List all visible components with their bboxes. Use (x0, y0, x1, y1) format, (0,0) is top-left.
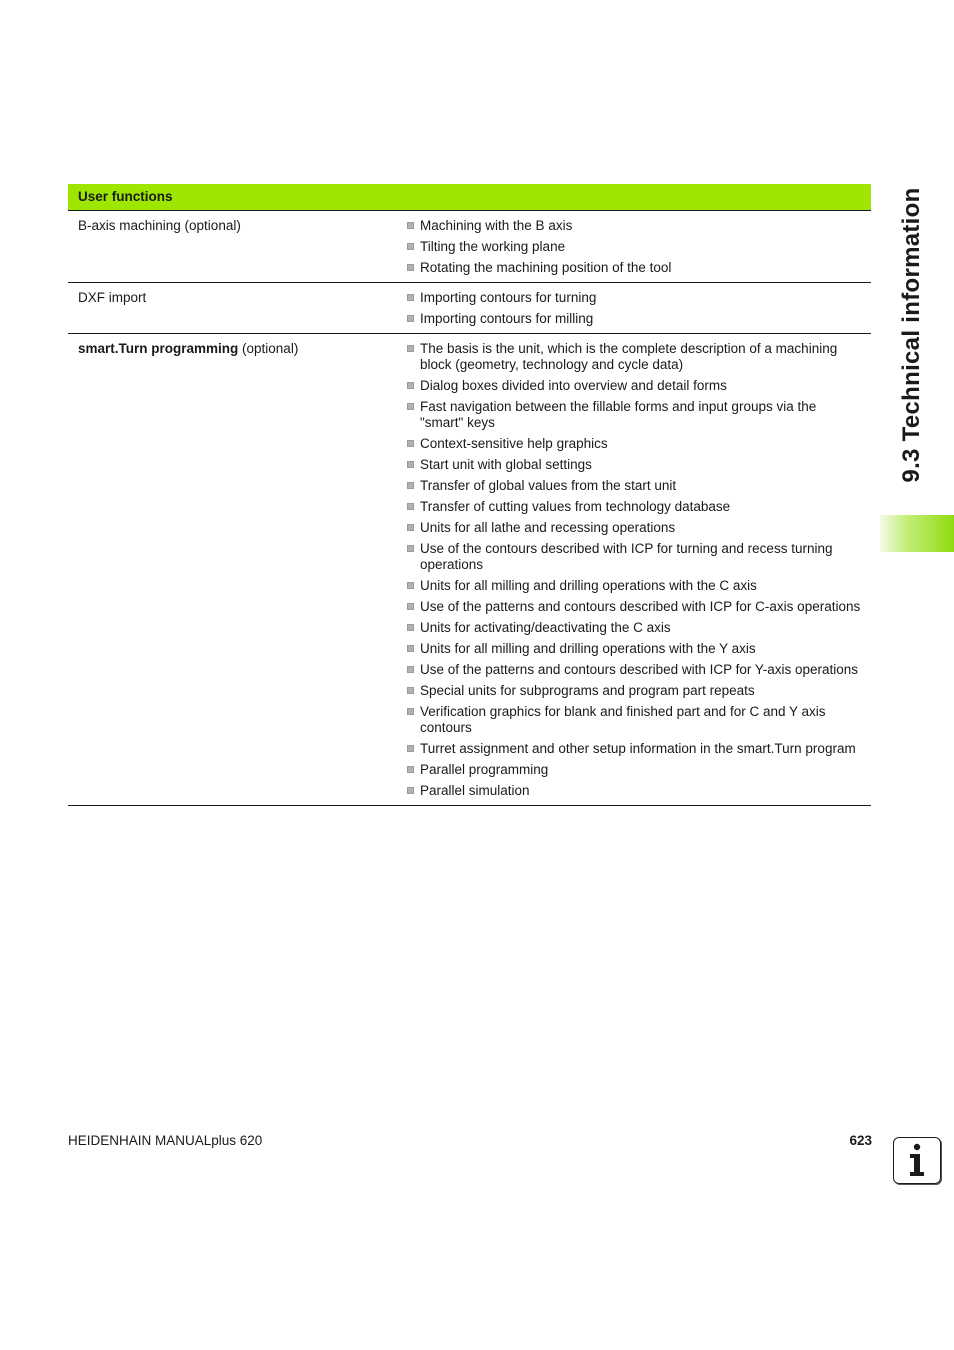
row-label (68, 334, 407, 805)
list-item (407, 218, 871, 234)
table-header: User functions (68, 184, 871, 211)
row-label (68, 283, 407, 333)
square-bullet-icon (407, 545, 414, 552)
square-bullet-icon (407, 524, 414, 531)
list-item-text: The basis is the unit, which is the complete description of a machining block (geometry, technology and cycle data) (420, 341, 838, 372)
table-body (68, 211, 871, 806)
list-item-text: Transfer of global values from the start unit (420, 478, 677, 493)
feature-list (407, 211, 871, 282)
square-bullet-icon (407, 222, 414, 229)
list-item (407, 499, 871, 515)
feature-list (407, 283, 871, 333)
square-bullet-icon (407, 243, 414, 250)
row-label-text: DXF import (78, 290, 147, 305)
list-item (407, 662, 871, 678)
square-bullet-icon (407, 645, 414, 652)
square-bullet-icon (407, 382, 414, 389)
list-item (407, 620, 871, 636)
table-row (68, 283, 871, 334)
list-item-text: Importing contours for milling (420, 311, 594, 326)
list-item (407, 704, 871, 736)
section-title (892, 185, 932, 485)
square-bullet-icon (407, 666, 414, 673)
square-bullet-icon (407, 440, 414, 447)
square-bullet-icon (407, 745, 414, 752)
list-item-text: Tilting the working plane (420, 239, 566, 254)
table-row (68, 334, 871, 806)
table-row (68, 211, 871, 283)
list-item-text: Units for all lathe and recessing operations (420, 520, 676, 535)
square-bullet-icon (407, 503, 414, 510)
chapter-tab (880, 515, 954, 552)
list-item-text: Transfer of cutting values from technology database (420, 499, 731, 514)
list-item-text: Use of the patterns and contours described with ICP for C-axis operations (420, 599, 861, 614)
list-item-text: Importing contours for turning (420, 290, 597, 305)
list-item (407, 436, 871, 452)
list-item-text: Parallel programming (420, 762, 549, 777)
list-item (407, 641, 871, 657)
square-bullet-icon (407, 766, 414, 773)
list-item-text: Units for all milling and drilling operations with the Y axis (420, 641, 756, 656)
list-item-text: Parallel simulation (420, 783, 530, 798)
list-item (407, 341, 871, 373)
list-item-text: Context-sensitive help graphics (420, 436, 608, 451)
list-item-text: Use of the patterns and contours described with ICP for Y-axis operations (420, 662, 858, 677)
list-item (407, 378, 871, 394)
row-label-text: (optional) (238, 341, 299, 356)
list-item (407, 311, 871, 327)
list-item (407, 578, 871, 594)
square-bullet-icon (407, 708, 414, 715)
list-item (407, 260, 871, 276)
square-bullet-icon (407, 687, 414, 694)
list-item-text: Units for all milling and drilling operations with the C axis (420, 578, 757, 593)
list-item-text: Turret assignment and other setup information in the smart.Turn program (420, 741, 856, 756)
info-icon (893, 1137, 941, 1184)
list-item (407, 457, 871, 473)
square-bullet-icon (407, 582, 414, 589)
list-item-text: Fast navigation between the fillable forms and input groups via the "smart" keys (420, 399, 817, 430)
list-item (407, 783, 871, 799)
footer-manual-name: HEIDENHAIN MANUALplus 620 (68, 1133, 263, 1148)
list-item (407, 541, 871, 573)
row-label (68, 211, 407, 282)
square-bullet-icon (407, 345, 414, 352)
list-item (407, 520, 871, 536)
user-functions-table (68, 184, 871, 806)
row-label-bold: smart.Turn programming (78, 341, 239, 356)
square-bullet-icon (407, 787, 414, 794)
list-item-text: Use of the contours described with ICP for turning and recess turning operations (420, 541, 833, 572)
row-label-text: B-axis machining (optional) (78, 218, 241, 233)
list-item-text: Rotating the machining position of the tool (420, 260, 672, 275)
list-item (407, 478, 871, 494)
list-item (407, 762, 871, 778)
square-bullet-icon (407, 482, 414, 489)
list-item (407, 741, 871, 757)
list-item-text: Start unit with global settings (420, 457, 592, 472)
list-item-text: Units for activating/deactivating the C axis (420, 620, 671, 635)
square-bullet-icon (407, 603, 414, 610)
page-number: 623 (849, 1133, 872, 1148)
list-item-text: Machining with the B axis (420, 218, 573, 233)
list-item (407, 239, 871, 255)
square-bullet-icon (407, 264, 414, 271)
list-item (407, 290, 871, 306)
list-item-text: Dialog boxes divided into overview and detail forms (420, 378, 727, 393)
list-item-text: Verification graphics for blank and finished part and for C and Y axis contours (420, 704, 826, 735)
list-item (407, 599, 871, 615)
list-item (407, 683, 871, 699)
square-bullet-icon (407, 315, 414, 322)
square-bullet-icon (407, 624, 414, 631)
section-title-text: 9.3 Technical information (898, 187, 925, 483)
feature-list (407, 334, 871, 805)
list-item-text: Special units for subprograms and program part repeats (420, 683, 755, 698)
list-item (407, 399, 871, 431)
square-bullet-icon (407, 403, 414, 410)
square-bullet-icon (407, 461, 414, 468)
square-bullet-icon (407, 294, 414, 301)
